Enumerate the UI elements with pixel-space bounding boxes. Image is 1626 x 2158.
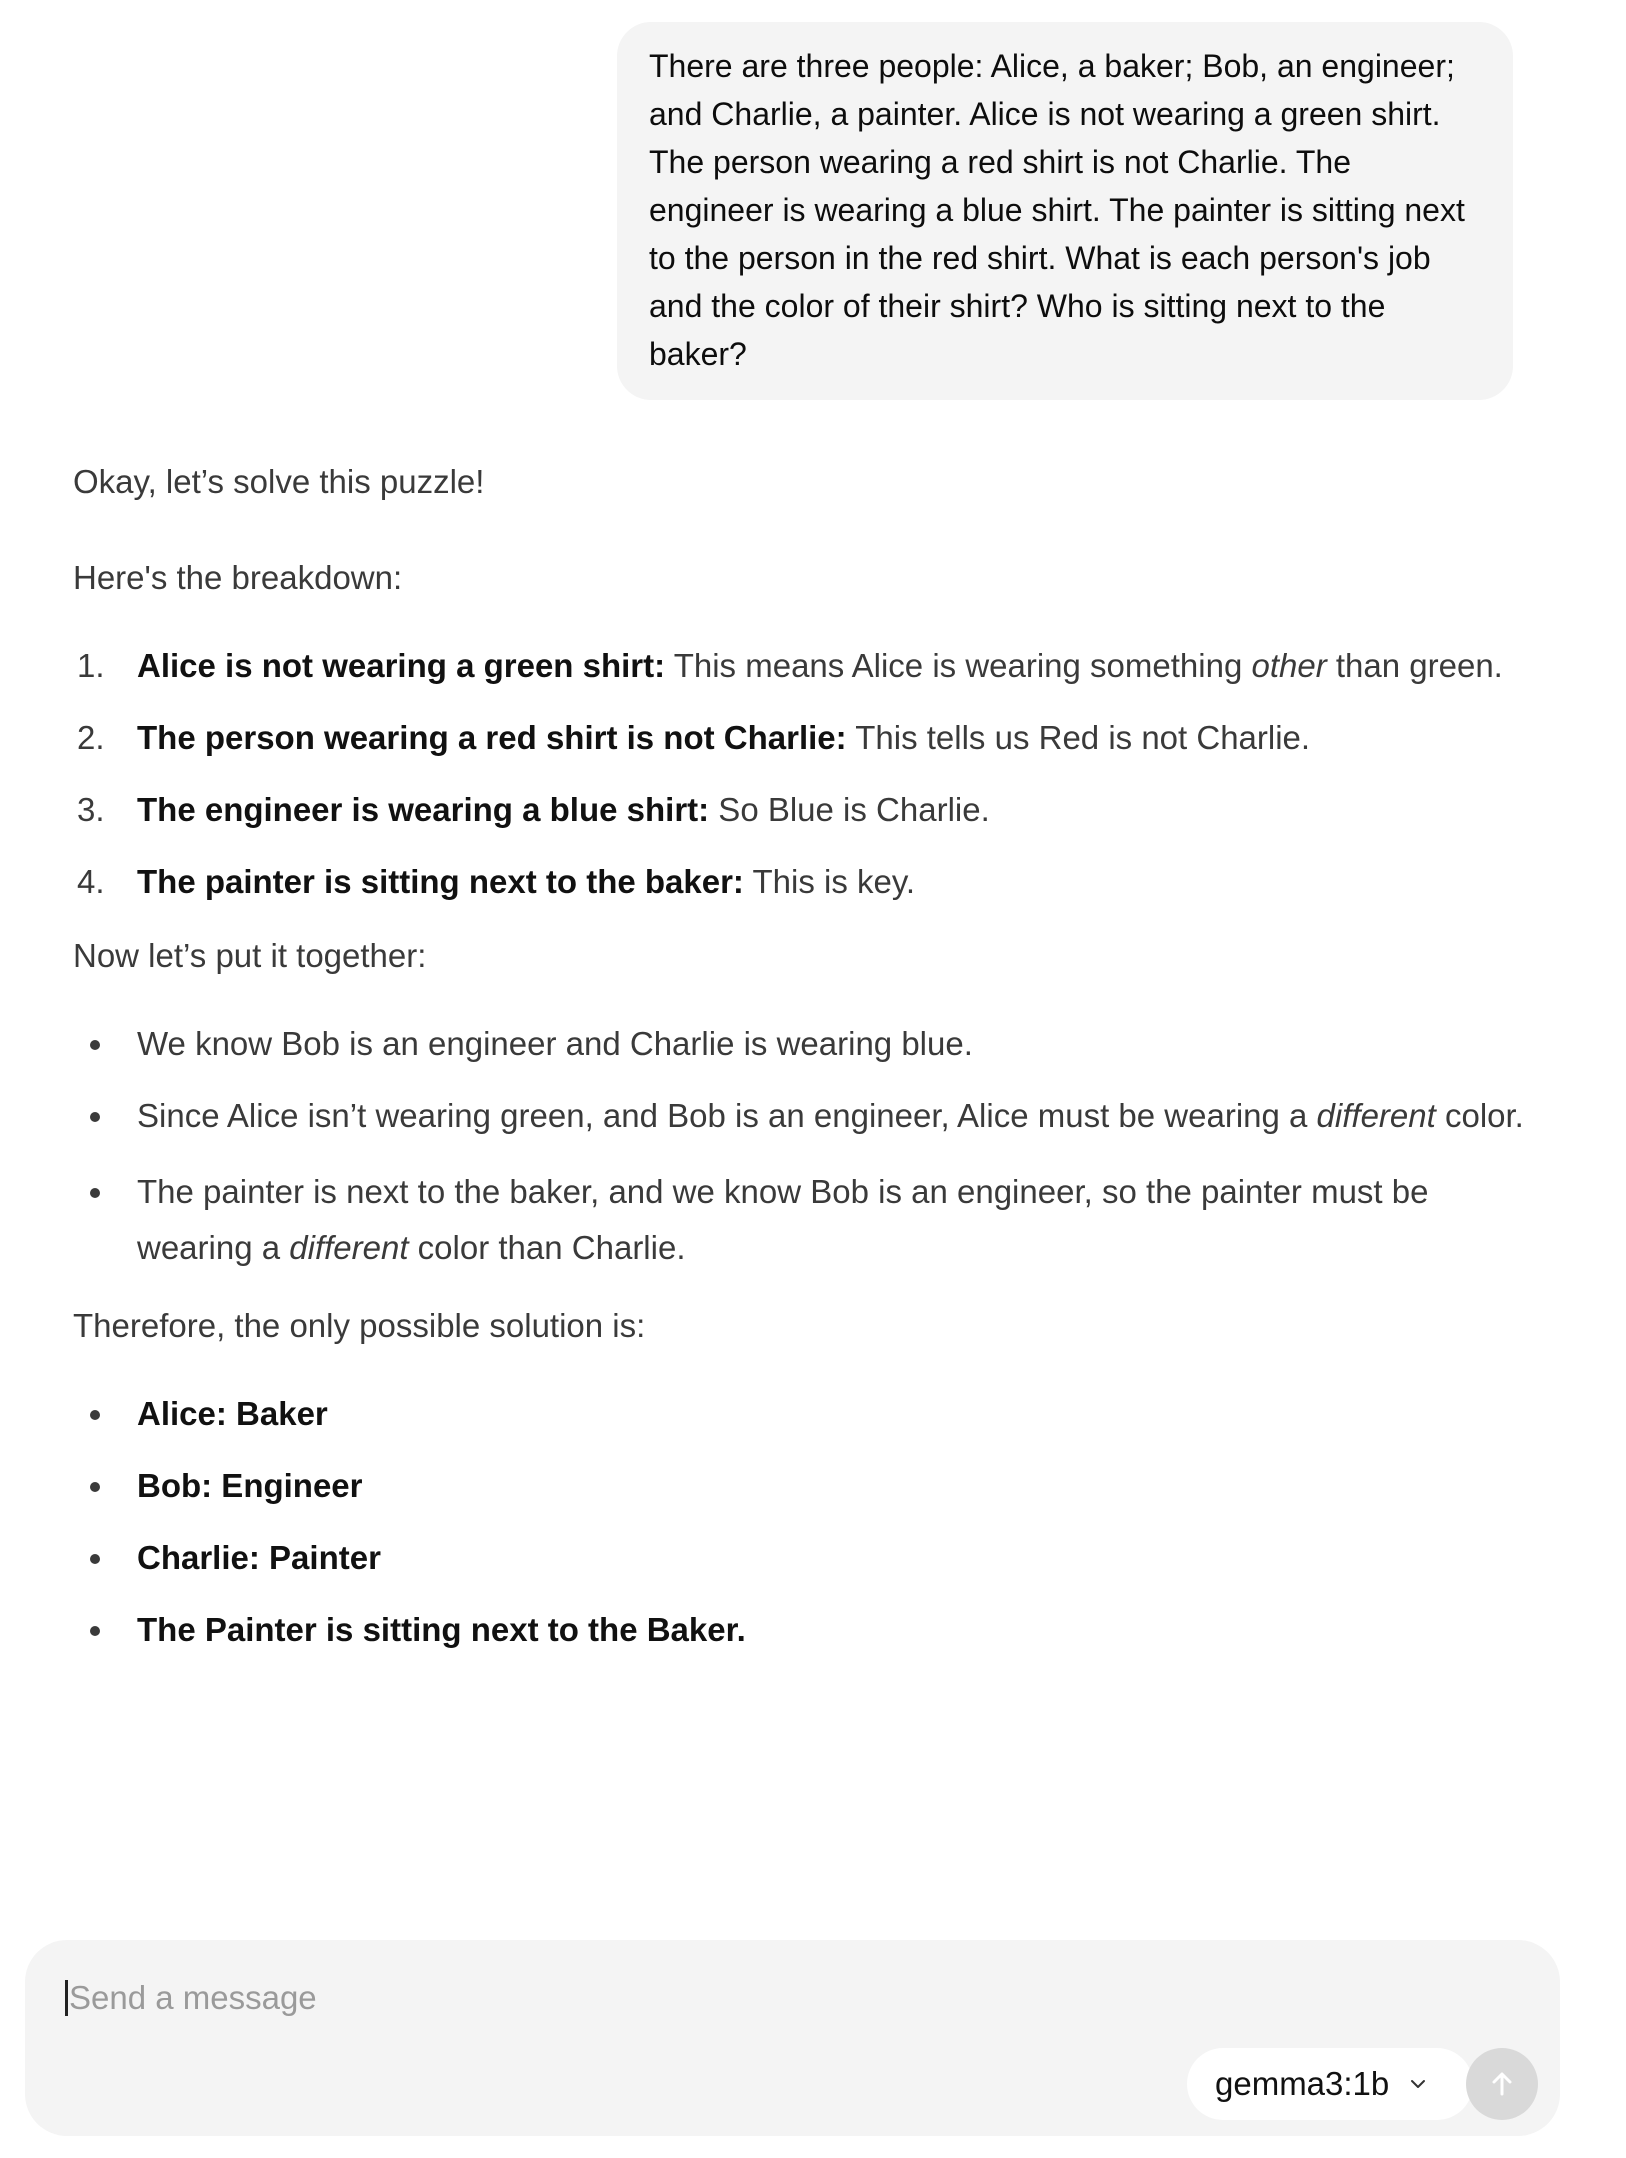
reasoning-text: We know Bob is an engineer and Charlie is wearing blue.	[137, 1025, 973, 1062]
emphasis-text: different	[1316, 1097, 1436, 1134]
solution-text: Alice: Baker	[137, 1395, 328, 1432]
list-number: 1.	[77, 647, 105, 684]
reasoning-text: The painter is next to the baker, and we know Bob is an engineer, so the painter must be wearing a	[137, 1173, 1429, 1266]
reasoning-text: color.	[1435, 1097, 1524, 1134]
bullet-dot	[90, 1410, 100, 1420]
assistant-message	[73, 458, 1533, 1678]
together-heading: Now let’s put it together:	[73, 937, 427, 974]
clue-text: The engineer is wearing a blue shirt:	[137, 791, 710, 828]
reasoning-list	[73, 1020, 1533, 1276]
bullet-dot	[90, 1554, 100, 1564]
breakdown-heading: Here's the breakdown:	[73, 559, 403, 596]
solution-item	[73, 1462, 1533, 1510]
user-message-text: There are three people: Alice, a baker; Bob, an engineer; and Charlie, a painter. Alice is not wearing a green shirt. The person wearing a red shirt is not Charlie. The engineer is wearing a blue shirt. The painter is sitting next to the person in the red shirt. What is each person's job and the color of their shirt? Who is sitting next to the baker?	[649, 48, 1465, 372]
model-selector-button[interactable]	[1187, 2048, 1473, 2120]
explanation-text: than green.	[1326, 647, 1503, 684]
reasoning-item	[73, 1164, 1533, 1276]
solution-text: Bob: Engineer	[137, 1467, 363, 1504]
reasoning-item	[73, 1092, 1533, 1140]
solution-item	[73, 1390, 1533, 1438]
solution-list	[73, 1390, 1533, 1654]
breakdown-item	[73, 786, 1533, 834]
arrow-up-icon	[1485, 2067, 1519, 2101]
model-label: gemma3:1b	[1215, 2065, 1390, 2102]
send-button[interactable]	[1466, 2048, 1538, 2120]
breakdown-item	[73, 714, 1533, 762]
breakdown-list	[73, 642, 1533, 906]
bullet-dot	[90, 1482, 100, 1492]
explanation-text: So Blue is Charlie.	[709, 791, 990, 828]
message-composer	[25, 1940, 1560, 2136]
assistant-intro: Okay, let’s solve this puzzle!	[73, 463, 485, 500]
user-message-bubble	[617, 22, 1513, 400]
bullet-dot	[90, 1188, 100, 1198]
breakdown-item	[73, 642, 1533, 690]
explanation-text: This means Alice is wearing something	[665, 647, 1252, 684]
list-number: 4.	[77, 863, 105, 900]
emphasis-text: different	[289, 1229, 409, 1266]
solution-text: Charlie: Painter	[137, 1539, 381, 1576]
chevron-down-icon	[1407, 2073, 1429, 2095]
bullet-dot	[90, 1626, 100, 1636]
clue-text: The painter is sitting next to the baker:	[137, 863, 744, 900]
clue-text: The person wearing a red shirt is not Charlie:	[137, 719, 847, 756]
solution-item	[73, 1606, 1533, 1654]
list-number: 3.	[77, 791, 105, 828]
explanation-text: This is key.	[743, 863, 916, 900]
reasoning-item	[73, 1020, 1533, 1068]
bullet-dot	[90, 1040, 100, 1050]
list-number: 2.	[77, 719, 105, 756]
clue-text: Alice is not wearing a green shirt:	[137, 647, 666, 684]
bullet-dot	[90, 1112, 100, 1122]
message-input[interactable]	[65, 1970, 1169, 2026]
explanation-text: This tells us Red is not Charlie.	[846, 719, 1311, 756]
emphasis-text: other	[1251, 647, 1327, 684]
breakdown-item	[73, 858, 1533, 906]
solution-heading: Therefore, the only possible solution is:	[73, 1307, 646, 1344]
reasoning-text: Since Alice isn’t wearing green, and Bob is an engineer, Alice must be wearing a	[137, 1097, 1317, 1134]
reasoning-text: color than Charlie.	[408, 1229, 686, 1266]
solution-text: The Painter is sitting next to the Baker.	[137, 1611, 746, 1648]
solution-item	[73, 1534, 1533, 1582]
